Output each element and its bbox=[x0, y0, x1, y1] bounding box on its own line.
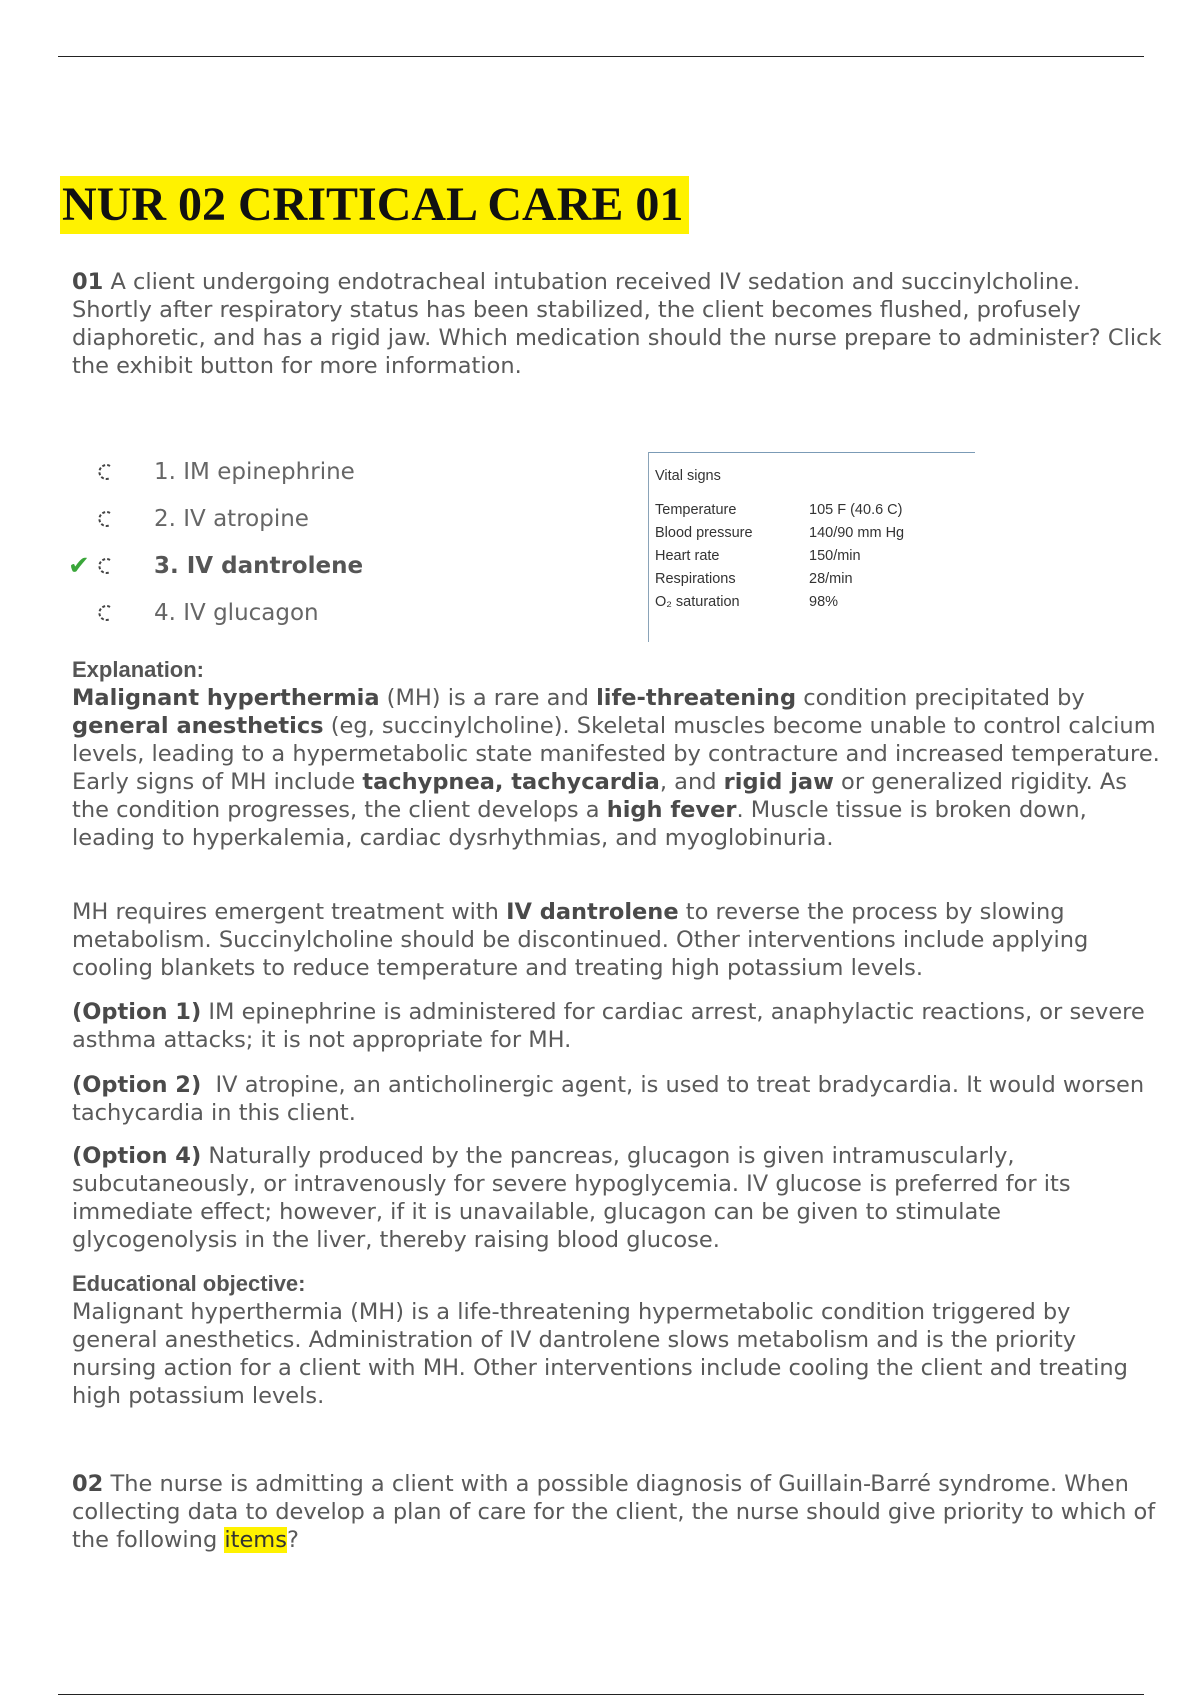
bold-text: high fever bbox=[606, 797, 737, 823]
question-2 bbox=[72, 1470, 1162, 1554]
bold-text: tachypnea, tachycardia bbox=[362, 769, 660, 795]
vital-label: Respirations bbox=[655, 571, 736, 587]
explanation-heading: Explanation: bbox=[72, 657, 205, 682]
text: to reverse the process by slowing metabolism. Succinylcholine should be discontinued. Other interventions include applying cooling blankets to reduce temperature and treating high potassium levels. bbox=[72, 899, 1089, 981]
text: Naturally produced by the pancreas, glucagon is given intramuscularly, subcutaneously, or intravenously for severe hypoglycemia. IV glucose is preferred for its immediate effect; however, if it is unavailable, glucagon can be given to stimulate glycogenolysis in the liver, thereby raising blood glucose. bbox=[72, 1143, 1071, 1253]
vital-value: 140/90 mm Hg bbox=[809, 525, 905, 541]
option-label: (Option 4) bbox=[72, 1143, 202, 1169]
exhibit-top-border bbox=[649, 452, 975, 453]
option-2-rationale bbox=[72, 1071, 1162, 1127]
bold-text: general anesthetics bbox=[72, 713, 324, 739]
question-1-text: A client undergoing endotracheal intubation received IV sedation and succinylcholine. Shortly after respiratory status has been stabilized, the client becomes flushed, profusely diaphoretic, and has a rigid jaw. Which medication should the nurse prepare to administer? Click the exhibit button for more information. bbox=[72, 269, 1162, 379]
option-label: (Option 2) bbox=[72, 1072, 202, 1098]
answer-option-3[interactable] bbox=[66, 542, 586, 589]
bold-text: rigid jaw bbox=[723, 769, 834, 795]
radio-icon[interactable] bbox=[96, 462, 116, 482]
vital-row bbox=[655, 525, 975, 548]
bold-text: life-threatening bbox=[596, 685, 797, 711]
vital-row bbox=[655, 594, 975, 617]
vital-signs-exhibit bbox=[648, 452, 975, 642]
correct-check-icon: ✔ bbox=[68, 550, 90, 581]
answer-option-label: 1. IM epinephrine bbox=[154, 458, 355, 485]
answer-option-label: 3. IV dantrolene bbox=[154, 552, 364, 579]
vital-label: Blood pressure bbox=[655, 525, 753, 541]
question-1-number: 01 bbox=[72, 269, 104, 295]
radio-icon[interactable] bbox=[96, 509, 116, 529]
vital-value: 105 F (40.6 C) bbox=[809, 502, 903, 518]
text: condition precipitated by bbox=[796, 685, 1085, 711]
educational-objective-heading: Educational objective: bbox=[72, 1271, 306, 1296]
vital-value: 150/min bbox=[809, 548, 861, 564]
explanation-paragraph-1 bbox=[72, 684, 1162, 852]
answer-option-4[interactable] bbox=[66, 589, 586, 636]
text: . Muscle tissue is broken down, leading to hyperkalemia, cardiac dysrhythmias, and myoglobinuria. bbox=[72, 797, 1087, 851]
text: or generalized rigidity. As the condition progresses, the client develops a bbox=[72, 769, 1127, 823]
answer-option-label: 2. IV atropine bbox=[154, 505, 309, 532]
vital-row bbox=[655, 548, 975, 571]
vital-label: O₂ saturation bbox=[655, 594, 740, 610]
vital-label: Temperature bbox=[655, 502, 737, 518]
text: (MH) is a rare and bbox=[379, 685, 597, 711]
question-2-end: ? bbox=[286, 1527, 299, 1553]
option-4-rationale bbox=[72, 1142, 1162, 1254]
radio-icon[interactable] bbox=[96, 556, 116, 576]
answer-options bbox=[66, 448, 586, 636]
vital-value: 28/min bbox=[809, 571, 853, 587]
bold-text: Malignant hyperthermia bbox=[72, 685, 380, 711]
text: IV atropine, an anticholinergic agent, is used to treat bradycardia. It would worsen tachycardia in this client. bbox=[72, 1072, 1152, 1126]
answer-option-1[interactable] bbox=[66, 448, 586, 495]
highlighted-word: items bbox=[224, 1527, 287, 1553]
option-label: (Option 1) bbox=[72, 999, 202, 1025]
text: (eg, succinylcholine). Skeletal muscles become unable to control calcium levels, leading to a hypermetabolic state manifested by contracture and increased temperature. Early signs of MH include bbox=[72, 713, 1160, 795]
option-1-rationale bbox=[72, 998, 1162, 1054]
page-title: NUR 02 CRITICAL CARE 01 bbox=[60, 176, 689, 234]
exhibit-title: Vital signs bbox=[655, 468, 721, 484]
top-rule bbox=[58, 56, 1144, 57]
text: IM epinephrine is administered for cardiac arrest, anaphylactic reactions, or severe asthma attacks; it is not appropriate for MH. bbox=[72, 999, 1145, 1053]
answer-option-label: 4. IV glucagon bbox=[154, 599, 319, 626]
text: , and bbox=[659, 769, 724, 795]
vital-row bbox=[655, 502, 975, 525]
bold-text: IV dantrolene bbox=[506, 899, 679, 925]
educational-objective-text: Malignant hyperthermia (MH) is a life-threatening hypermetabolic condition triggered by general anesthetics. Administration of IV dantrolene slows metabolism and is the priority nursing action for a client with MH. Other interventions include cooling the client and treating high potassium levels. bbox=[72, 1299, 1128, 1409]
vital-label: Heart rate bbox=[655, 548, 720, 564]
radio-icon[interactable] bbox=[96, 603, 116, 623]
bottom-rule bbox=[58, 1694, 1144, 1695]
vital-value: 98% bbox=[809, 594, 839, 610]
explanation-paragraph-2 bbox=[72, 898, 1162, 982]
vital-row bbox=[655, 571, 975, 594]
question-2-number: 02 bbox=[72, 1471, 104, 1497]
question-2-text: The nurse is admitting a client with a possible diagnosis of Guillain-Barré syndrome. When collecting data to develop a plan of care for the client, the nurse should give priority to which of the following bbox=[72, 1471, 1156, 1553]
question-1 bbox=[72, 268, 1162, 380]
text: MH requires emergent treatment with bbox=[72, 899, 507, 925]
answer-option-2[interactable] bbox=[66, 495, 586, 542]
